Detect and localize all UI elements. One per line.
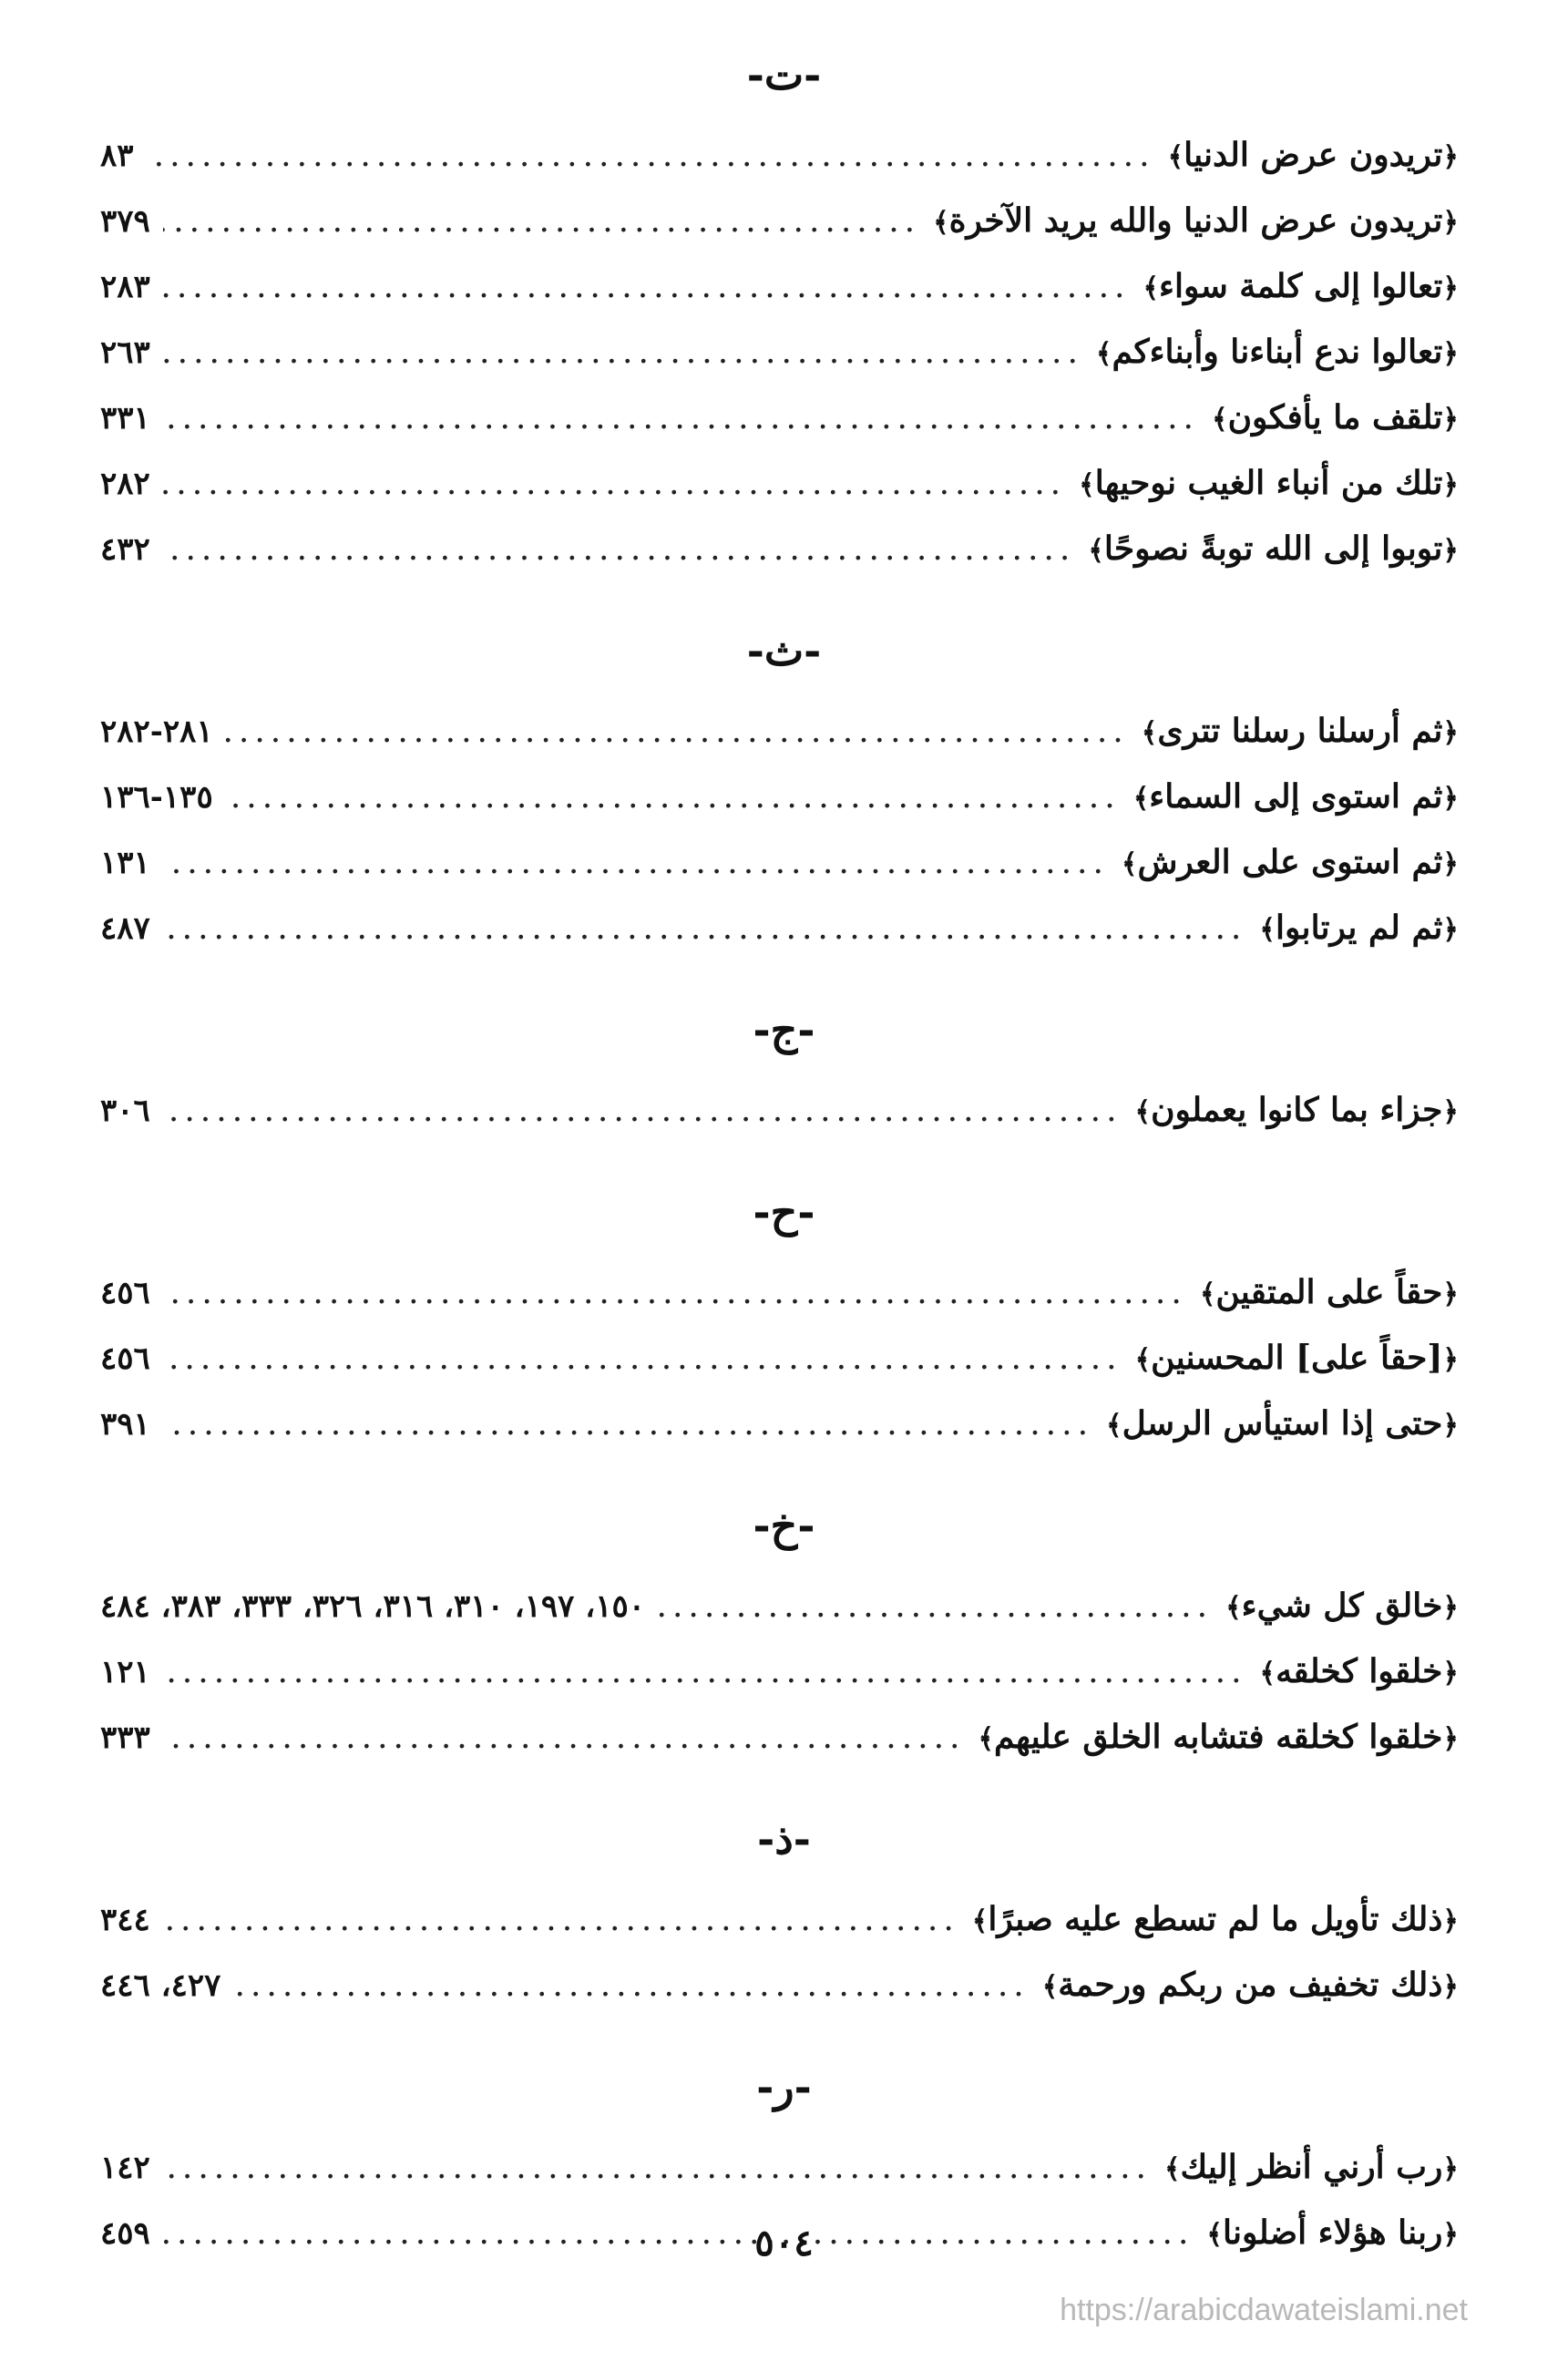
ornate-bracket-open-icon: ﴿ <box>1442 1410 1459 1442</box>
ornate-bracket-close-icon: ﴾ <box>1134 1344 1152 1376</box>
dot-leader <box>163 1078 1122 1144</box>
ornate-bracket-open-icon: ﴿ <box>1442 2153 1459 2185</box>
ornate-bracket-open-icon: ﴿ <box>1442 207 1459 239</box>
verse-text-wrapper <box>1225 1573 1459 1641</box>
index-entry <box>100 698 1468 764</box>
ornate-bracket-open-icon: ﴿ <box>1442 717 1459 749</box>
ornate-bracket-close-icon: ﴾ <box>1088 535 1104 567</box>
index-entry <box>100 122 1468 188</box>
verse-text-wrapper <box>1143 253 1459 322</box>
ornate-bracket-close-icon: ﴾ <box>971 1905 989 1937</box>
index-entry <box>100 764 1468 829</box>
verse-text-wrapper <box>1122 829 1459 898</box>
verse-text: توبوا إلى الله توبةً نصوحًا <box>1103 529 1443 568</box>
page-references: ٤٢٧، ٤٤٦ <box>100 1967 221 2004</box>
page-references: ٨٣ <box>100 138 134 174</box>
dot-leader <box>163 517 1076 582</box>
page-references: ١٣١ <box>100 845 150 881</box>
verse-text-wrapper <box>1212 385 1459 453</box>
page-references: ١٢١ <box>100 1654 150 1690</box>
page-references: ٤٥٦ <box>100 1340 150 1377</box>
verse-text-wrapper <box>1200 1259 1459 1328</box>
verse-text: خلقوا كخلقه <box>1276 1652 1443 1690</box>
verse-text: رب أرني أنظر إليك <box>1180 2148 1443 2186</box>
ornate-bracket-close-icon: ﴾ <box>978 1723 995 1755</box>
ornate-bracket-close-icon: ﴾ <box>1259 1658 1276 1689</box>
page-references: ٢٨٢ <box>100 466 150 502</box>
page-references: ١٤٢ <box>100 2150 150 2186</box>
verse-text: ربنا هؤلاء أضلونا <box>1223 2213 1443 2252</box>
verse-text: ثم لم يرتابوا <box>1275 909 1443 947</box>
verse-text: تريدون عرض الدنيا والله يريد الآخرة <box>948 201 1443 240</box>
verse-text: ذلك تخفيف من ربكم ورحمة <box>1058 1966 1443 2004</box>
verse-text: حقاً على المتقين <box>1215 1273 1443 1311</box>
verse-text-wrapper <box>1164 2134 1459 2203</box>
index-entry <box>100 516 1468 581</box>
dot-leader <box>163 1326 1122 1391</box>
verse-text-wrapper <box>1079 450 1459 519</box>
page-references: ٤٥٦ <box>100 1275 150 1311</box>
page-references: ٤٣٢ <box>100 531 150 568</box>
verse-text: تريدون عرض الدنيا <box>1184 136 1443 174</box>
ornate-bracket-open-icon: ﴿ <box>1442 141 1459 173</box>
index-entry <box>100 829 1468 895</box>
index-entry <box>100 1638 1468 1704</box>
page-references: ١٥٠، ١٩٧، ٣١٠، ٣١٦، ٣٢٦، ٣٣٣، ٣٨٣، ٤٨٤ <box>100 1588 646 1625</box>
dot-leader <box>163 254 1131 320</box>
section-heading: -ت- <box>746 50 822 99</box>
verse-text-wrapper <box>1260 1638 1459 1707</box>
index-entry <box>100 1704 1468 1770</box>
dot-leader <box>163 385 1199 451</box>
ornate-bracket-open-icon: ﴿ <box>1442 1592 1459 1624</box>
ornate-bracket-close-icon: ﴾ <box>933 207 949 239</box>
ornate-bracket-close-icon: ﴾ <box>1106 1410 1122 1442</box>
page-references: ١٣٥-١٣٦ <box>100 779 213 816</box>
page-references: ٣٤٤ <box>100 1902 150 1938</box>
section-heading: -ذ- <box>757 1814 811 1864</box>
ornate-bracket-open-icon: ﴿ <box>1442 2219 1459 2251</box>
ornate-bracket-open-icon: ﴿ <box>1442 848 1459 880</box>
index-entry <box>100 1259 1468 1325</box>
verse-text-wrapper <box>1133 764 1459 832</box>
verse-text: ثم استوى إلى السماء <box>1149 777 1443 816</box>
dot-leader <box>226 699 1129 765</box>
index-entry <box>100 253 1468 319</box>
ornate-bracket-close-icon: ﴾ <box>1121 848 1138 880</box>
watermark-url: https://arabicdawateislami.net <box>1060 2293 1468 2327</box>
verse-text: تلقف ما يأفكون <box>1227 398 1443 436</box>
verse-text-wrapper <box>1259 895 1459 963</box>
verse-text-wrapper <box>1088 516 1459 584</box>
index-entry <box>100 1077 1468 1143</box>
ornate-bracket-close-icon: ﴾ <box>1259 914 1276 946</box>
verse-text: خلقوا كخلقه فتشابه الخلق عليهم <box>994 1718 1443 1756</box>
ornate-bracket-close-icon: ﴾ <box>1211 404 1228 436</box>
page-references: ٢٦٣ <box>100 334 150 371</box>
ornate-bracket-close-icon: ﴾ <box>1134 1096 1152 1128</box>
ornate-bracket-open-icon: ﴿ <box>1442 1344 1459 1376</box>
ornate-bracket-open-icon: ﴿ <box>1442 783 1459 815</box>
verse-text-wrapper <box>1135 1077 1459 1145</box>
dot-leader <box>163 451 1066 517</box>
verse-text-wrapper <box>1142 698 1459 766</box>
verse-text: تلك من أنباء الغيب نوحيها <box>1094 464 1443 502</box>
ornate-bracket-close-icon: ﴾ <box>1079 469 1095 501</box>
page-number: ٥٠٤ <box>754 2222 814 2264</box>
ornate-bracket-close-icon: ﴾ <box>1225 1592 1242 1624</box>
ornate-bracket-close-icon: ﴾ <box>1206 2219 1223 2251</box>
verse-text-wrapper <box>1042 1952 1459 2020</box>
verse-text-wrapper <box>1135 1325 1459 1393</box>
dot-leader <box>163 320 1083 385</box>
ornate-bracket-close-icon: ﴾ <box>1199 1278 1216 1310</box>
dot-leader <box>226 765 1121 830</box>
verse-text: خالق كل شيء <box>1241 1586 1443 1625</box>
verse-text-wrapper <box>1106 1391 1459 1459</box>
ornate-bracket-open-icon: ﴿ <box>1442 1096 1459 1128</box>
dot-leader <box>163 1887 959 1953</box>
ornate-bracket-open-icon: ﴿ <box>1442 469 1459 501</box>
index-entry <box>100 895 1468 960</box>
dot-leader <box>163 2135 1152 2201</box>
dot-leader <box>147 123 1155 189</box>
dot-leader <box>163 1391 1093 1457</box>
verse-text: ثم أرسلنا رسلنا تترى <box>1157 712 1443 750</box>
index-entry <box>100 1952 1468 2018</box>
section-heading: -ح- <box>753 1187 815 1237</box>
ornate-bracket-close-icon: ﴾ <box>1132 783 1150 815</box>
dot-leader <box>163 1639 1247 1705</box>
index-entry <box>100 1391 1468 1456</box>
page-references: ٢٨١-٢٨٢ <box>100 714 213 750</box>
ornate-bracket-close-icon: ﴾ <box>1041 1971 1059 2003</box>
verse-text-wrapper <box>978 1704 1459 1772</box>
ornate-bracket-open-icon: ﴿ <box>1442 1658 1459 1689</box>
verse-text: ثم استوى على العرش <box>1137 843 1443 881</box>
ornate-bracket-open-icon: ﴿ <box>1442 338 1459 370</box>
verse-text: تعالوا ندع أبناءنا وأبناءكم <box>1112 333 1443 371</box>
verse-text-wrapper <box>933 188 1459 256</box>
section-heading: -ج- <box>753 1005 815 1054</box>
dot-leader <box>163 1260 1187 1326</box>
verse-text-wrapper <box>1096 319 1459 387</box>
section-heading: -ر- <box>756 2062 812 2111</box>
index-entry <box>100 1325 1468 1391</box>
page-references: ٣٠٦ <box>100 1093 150 1129</box>
dot-leader <box>658 1574 1213 1639</box>
section-heading: -ث- <box>746 626 822 675</box>
verse-text: [حقاً على] المحسنين <box>1151 1339 1443 1377</box>
index-entry <box>100 319 1468 385</box>
page-references: ٤٨٧ <box>100 910 150 947</box>
verse-text-wrapper <box>1168 122 1459 190</box>
ornate-bracket-open-icon: ﴿ <box>1442 404 1459 436</box>
dot-leader <box>163 896 1247 961</box>
verse-text: ذلك تأويل ما لم تسطع عليه صبرًا <box>988 1900 1443 1938</box>
ornate-bracket-close-icon: ﴾ <box>1143 272 1160 304</box>
index-entry <box>100 1886 1468 1952</box>
page-references: ٣٣١ <box>100 400 150 436</box>
ornate-bracket-open-icon: ﴿ <box>1442 1278 1459 1310</box>
verse-text-wrapper <box>972 1886 1459 1955</box>
page-references: ٣٩١ <box>100 1406 150 1443</box>
ornate-bracket-open-icon: ﴿ <box>1442 272 1459 304</box>
index-entry <box>100 385 1468 450</box>
index-entry <box>100 450 1468 516</box>
dot-leader <box>163 1705 966 1771</box>
dot-leader <box>163 830 1109 896</box>
page-references: ٤٥٩ <box>100 2215 150 2252</box>
ornate-bracket-open-icon: ﴿ <box>1442 1971 1459 2003</box>
ornate-bracket-close-icon: ﴾ <box>1095 338 1112 370</box>
ornate-bracket-open-icon: ﴿ <box>1442 1723 1459 1755</box>
ornate-bracket-close-icon: ﴾ <box>1167 141 1184 173</box>
ornate-bracket-close-icon: ﴾ <box>1163 2153 1181 2185</box>
index-entry <box>100 2134 1468 2200</box>
ornate-bracket-open-icon: ﴿ <box>1442 1905 1459 1937</box>
section-heading: -خ- <box>753 1501 815 1550</box>
page-references: ٢٨٣ <box>100 269 150 305</box>
verse-text: حتى إذا استيأس الرسل <box>1122 1404 1443 1443</box>
dot-leader <box>233 1953 1029 2018</box>
index-entry <box>100 1573 1468 1638</box>
ornate-bracket-open-icon: ﴿ <box>1442 914 1459 946</box>
ornate-bracket-close-icon: ﴾ <box>1141 717 1158 749</box>
verse-text: تعالوا إلى كلمة سواء <box>1159 267 1443 305</box>
ornate-bracket-open-icon: ﴿ <box>1442 535 1459 567</box>
verse-index <box>100 36 1468 2265</box>
verse-text: جزاء بما كانوا يعملون <box>1151 1091 1443 1129</box>
page-references: ٣٣٣ <box>100 1720 150 1756</box>
page-references: ٣٧٩ <box>100 203 150 240</box>
index-entry <box>100 188 1468 253</box>
dot-leader <box>163 189 920 254</box>
